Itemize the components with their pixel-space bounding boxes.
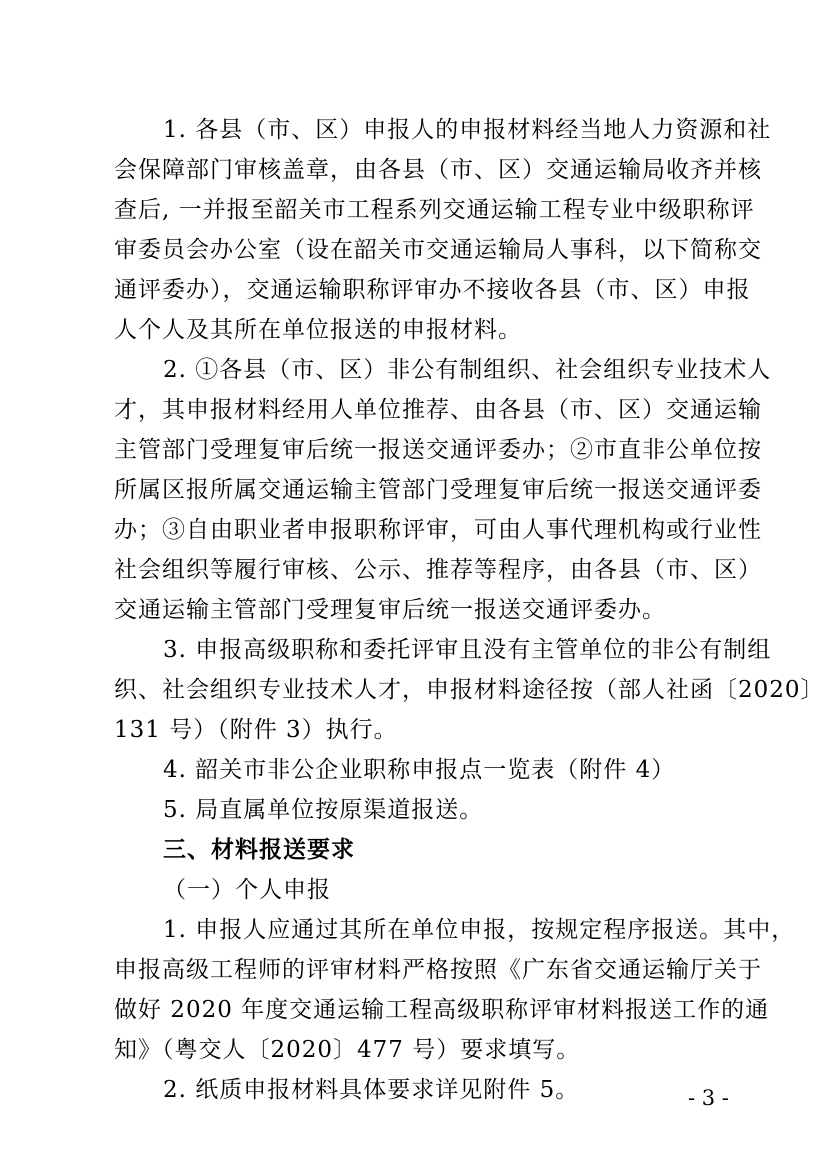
paragraph-line: 人个人及其所在单位报送的申报材料。 xyxy=(114,317,522,343)
paragraph-line: 2. 纸质申报材料具体要求详见附件 5。 xyxy=(163,1077,580,1103)
paragraph-line: 通评委办），交通运输职称评审办不接收各县（市、区）申报 xyxy=(114,277,751,303)
paragraph-line: 1. 申报人应通过其所在单位申报，按规定程序报送。其中， xyxy=(163,917,796,943)
paragraph-line: 办；③自由职业者申报职称评审，可由人事代理机构或行业性 xyxy=(114,517,762,543)
page-number: - 3 - xyxy=(688,1086,729,1110)
paragraph-line: 主管部门受理复审后统一报送交通评委办；②市直非公单位按 xyxy=(114,437,762,463)
paragraph-line: 4. 韶关市非公企业职称申报点一览表（附件 4） xyxy=(163,757,676,783)
paragraph-line: 会保障部门审核盖章，由各县（市、区）交通运输局收齐并核 xyxy=(114,157,762,183)
paragraph-line: 1. 各县（市、区）申报人的申报材料经当地人力资源和社 xyxy=(163,117,772,143)
subsection-heading: （一）个人申报 xyxy=(163,877,331,903)
paragraph-line: 知》（粤交人〔2020〕477 号）要求填写。 xyxy=(114,1037,581,1063)
paragraph-line: 3. 申报高级职称和委托评审且没有主管单位的非公有制组 xyxy=(163,637,772,663)
paragraph-line: 审委员会办公室（设在韶关市交通运输局人事科，以下简称交 xyxy=(114,237,762,263)
paragraph-line: 申报高级工程师的评审材料严格按照《广东省交通运输厅关于 xyxy=(114,957,762,983)
paragraph-line: 查后, 一并报至韶关市工程系列交通运输工程专业中级职称评 xyxy=(114,197,755,223)
paragraph-line: 做好 2020 年度交通运输工程高级职称评审材料报送工作的通 xyxy=(114,997,770,1023)
paragraph-line: 所属区报所属交通运输主管部门受理复审后统一报送交通评委 xyxy=(114,477,762,503)
paragraph-line: 社会组织等履行审核、公示、推荐等程序，由各县（市、区） xyxy=(114,557,762,583)
paragraph-line: 才，其申报材料经用人单位推荐、由各县（市、区）交通运输 xyxy=(114,397,762,423)
paragraph-line: 5. 局直属单位按原渠道报送。 xyxy=(163,797,484,823)
section-heading: 三、材料报送要求 xyxy=(163,837,355,863)
paragraph-line: 交通运输主管部门受理复审后统一报送交通评委办。 xyxy=(114,597,666,623)
paragraph-line: 2. ①各县（市、区）非公有制组织、社会组织专业技术人 xyxy=(163,357,772,383)
paragraph-line: 131 号）（附件 3）执行。 xyxy=(114,717,398,743)
paragraph-line: 织、社会组织专业技术人才，申报材料途径按（部人社函〔2020〕 xyxy=(114,677,825,703)
